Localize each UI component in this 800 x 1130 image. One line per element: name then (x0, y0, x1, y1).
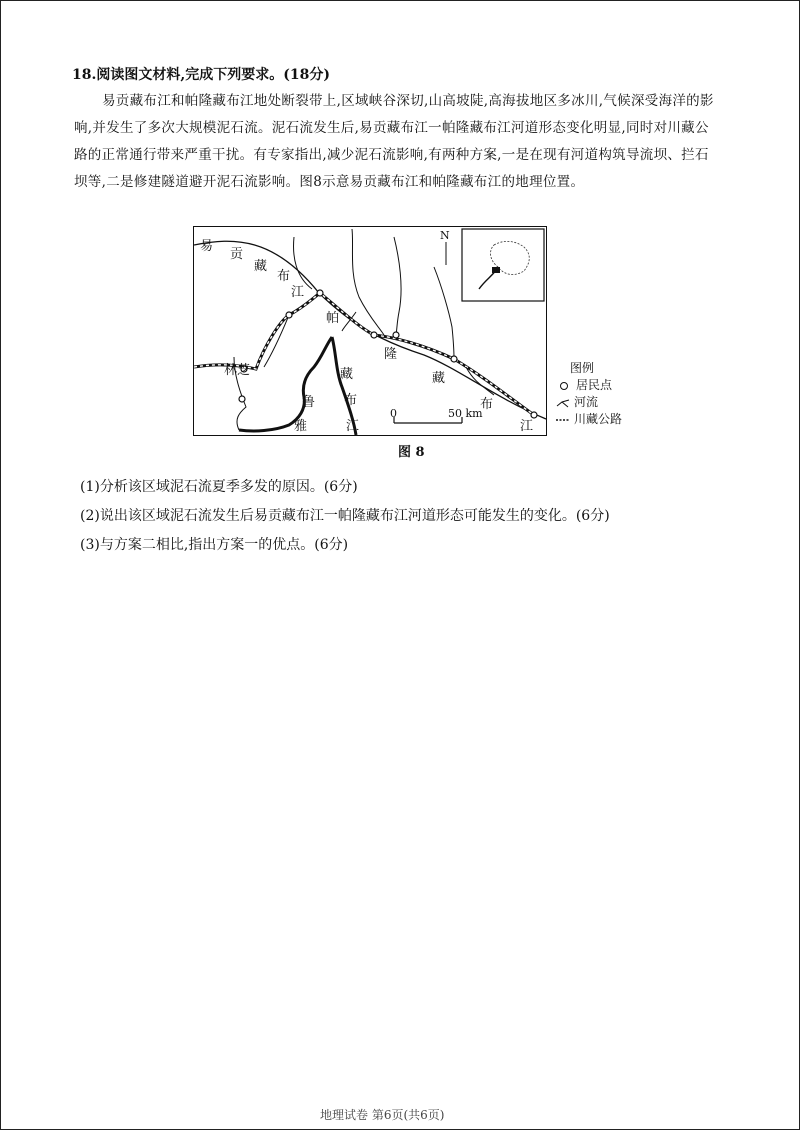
settlement-marker (317, 290, 323, 296)
road-legend-icon (556, 415, 570, 425)
river-label-char: 藏 (432, 371, 446, 386)
river-label-char: 布 (344, 393, 358, 408)
figure-caption: 图 8 (398, 445, 425, 460)
subquestion-2: (2)说出该区域泥石流发生后易贡藏布江一帕隆藏布江河道形态可能发生的变化。(6分) (80, 508, 610, 524)
inset-map (462, 229, 544, 301)
settlement-legend-icon (560, 382, 568, 390)
legend-road: 川藏公路 (556, 411, 622, 428)
river-label-char: 藏 (254, 259, 268, 274)
subquestion-3: (3)与方案二相比,指出方案一的优点。(6分) (80, 537, 349, 553)
river-label-char: 藏 (340, 367, 354, 382)
map-figure (193, 226, 547, 436)
settlement-marker (286, 312, 292, 318)
river-label-char: 江 (346, 419, 360, 434)
page-footer: 地理试卷 第6页(共6页) (320, 1108, 445, 1122)
river-label-char: 贡 (230, 247, 244, 262)
river-label-char: 鲁 (302, 395, 316, 410)
north-label: N (440, 229, 450, 242)
settlement-marker (371, 332, 377, 338)
town-label: 林芝 (224, 363, 251, 378)
question-paragraph: 易贡藏布江和帕隆藏布江地处断裂带上,区域峡谷深切,山高坡陡,高海拔地区多冰川,气候深受海洋的影响,并发生了多次大规模泥石流。泥石流发生后,易贡藏布江一帕隆藏布江河道形态变化明显,同时对川藏公路的正常通行带来严重干扰。有专家指出,减少泥石流影响,有两种方案,一是在现有河道构筑导流坝、拦石坝等,二是修建隧道避开泥石流影响。图8示意易贡藏布江和帕隆藏布江的地理位置。 (74, 93, 714, 190)
subquestion-1: (1)分析该区域泥石流夏季多发的原因。(6分) (80, 479, 358, 495)
river-label-char: 隆 (384, 347, 398, 362)
river-label-char: 江 (291, 285, 305, 300)
river-legend-icon (556, 398, 570, 408)
scale-zero: 0 (390, 407, 397, 420)
river-label-char: 帕 (326, 311, 340, 326)
settlement-marker (239, 396, 245, 402)
legend-title: 图例 (570, 361, 595, 375)
settlement-marker (393, 332, 399, 338)
river-label-char: 江 (520, 419, 534, 434)
legend-river: 河流 (556, 394, 622, 411)
river-label-char: 布 (480, 397, 494, 412)
question-title: 18.阅读图文材料,完成下列要求。(18分) (72, 67, 330, 83)
map-drawing (194, 227, 546, 435)
river-label-char: 易 (200, 239, 214, 254)
river-label-char: 雅 (294, 419, 308, 434)
river-label-char: 布 (277, 269, 291, 284)
map-legend (556, 360, 622, 428)
scale-label: 50 km (448, 407, 483, 420)
settlement-marker (451, 356, 457, 362)
legend-settlement: 居民点 (556, 377, 622, 394)
